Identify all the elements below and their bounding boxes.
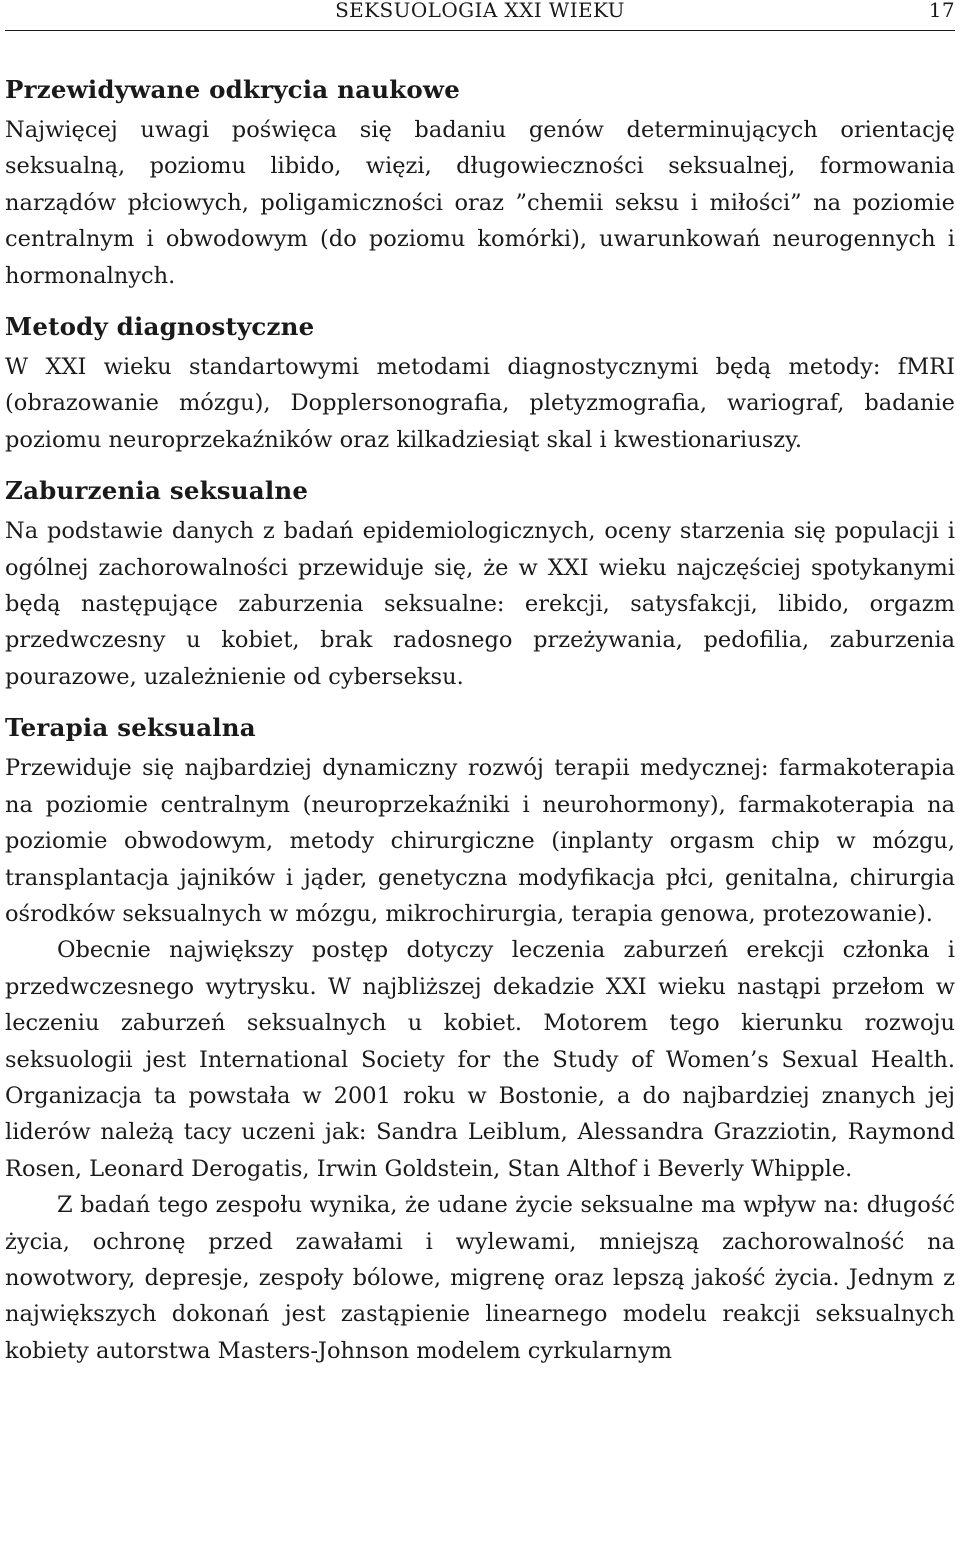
paragraph-sexual-therapy-2: Obecnie największy postęp dotyczy leczenia zaburzeń erekcji członka i przedwczesnego wytrysku. W najbliższej dekadzie XXI wieku nastąpi przełom w leczeniu zaburzeń seksualnych u kobiet. Motorem tego kierunku rozwoju seksuologii jest International Society for the Study of Women’s Sexual Health. Organizacja ta powstała w 2001 roku w Bostonie, a do najbardziej znanych jej liderów należą tacy uczeni jak: Sandra Leiblum, Alessandra Grazziotin, Raymond Rosen, Leonard Derogatis, Irwin Goldstein, Stan Althof i Beverly Whipple. [5,937,955,1182]
paragraph-diagnostic-methods: W XXI wieku standartowymi metodami diagnostycznymi będą metody: fMRI (obrazowanie mózgu), Dopplersonografia, pletyzmografia, wariograf, badanie poziomu neuroprzekaźników oraz kilkadziesiąt skal i kwestionariuszy. [5,354,955,453]
section-heading-sexual-disorders: Zaburzenia seksualne [5,476,309,506]
page-number: 17 [928,0,955,22]
section-heading-sexual-therapy: Terapia seksualna [5,713,256,743]
document-page [5,0,955,1543]
running-title: SEKSUOLOGIA XXI WIEKU [335,0,625,22]
paragraph-sexual-therapy-3: Z badań tego zespołu wynika, że udane życie seksualne ma wpływ na: długość życia, ochronę przed zawałami i wylewami, mniejszą zachorowalność na nowotwory, depresje, zespoły bólowe, migrenę oraz lepszą jakość życia. Jednym z największych dokonań jest zastąpienie linearnego modelu reakcji seksualnych kobiety autorstwa Masters-Johnson modelem cyrkularnym [5,1192,955,1364]
section-heading-diagnostic-methods: Metody diagnostyczne [5,312,315,342]
running-header [5,0,955,31]
paragraph-predicted-discoveries: Najwięcej uwagi poświęca się badaniu genów determinujących orientację seksualną, poziomu libido, więzi, długowieczności seksualnej, formowania narządów płciowych, poligamiczności oraz ”chemii seksu i miłości” na poziomie centralnym i obwodowym (do poziomu komórki), uwarunkowań neurogennych i hormonalnych. [5,117,955,289]
paragraph-sexual-therapy-1: Przewiduje się najbardziej dynamiczny rozwój terapii medycznej: farmakoterapia na poziomie centralnym (neuroprzekaźniki i neurohormony), farmakoterapia na poziomie obwodowym, metody chirurgiczne (inplanty orgasm chip w mózgu, transplantacja jajników i jąder, genetyczna modyfikacja płci, genitalna, chirurgia ośrodków seksualnych w mózgu, mikrochirurgia, terapia genowa, protezowanie). [5,755,955,927]
paragraph-sexual-disorders: Na podstawie danych z badań epidemiologicznych, oceny starzenia się populacji i ogólnej zachorowalności przewiduje się, że w XXI wieku najczęściej spotykanymi będą następujące zaburzenia seksualne: erekcji, satysfakcji, libido, orgazm przedwczesny u kobiet, brak radosnego przeżywania, pedofilia, zaburzenia pourazowe, uzależnienie od cyberseksu. [5,518,955,690]
section-heading-predicted-discoveries: Przewidywane odkrycia naukowe [5,75,461,104]
